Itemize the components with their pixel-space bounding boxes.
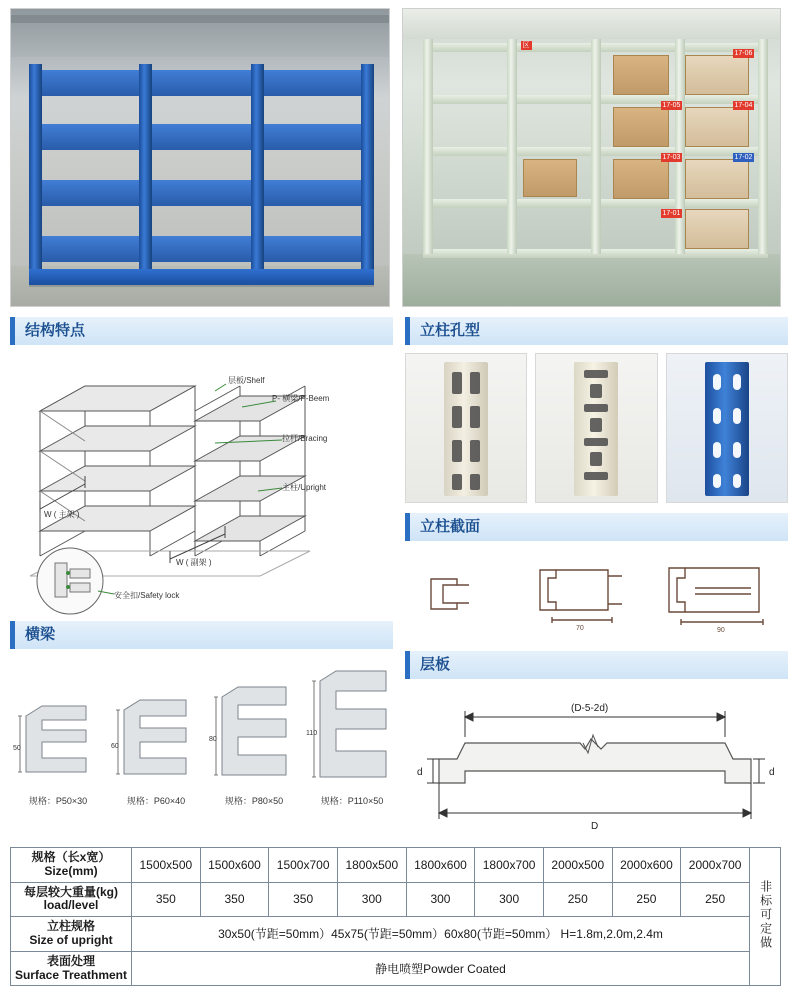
cell-size-7: 2000x500 bbox=[543, 848, 612, 883]
blue-rack-illustration bbox=[29, 64, 374, 279]
beam-item bbox=[208, 673, 300, 807]
section-title-beam: 横梁 bbox=[10, 621, 393, 649]
row-header-surface: 表面处理 Surface Treathment bbox=[11, 951, 132, 986]
diagram-label-shelf: 层板/Shelf bbox=[228, 376, 265, 385]
profile-dim-2: 90 bbox=[716, 627, 725, 634]
hole-sample-3 bbox=[666, 353, 788, 503]
shelf-tag: 17-06 bbox=[734, 50, 753, 57]
upright-blue bbox=[705, 362, 749, 496]
section-title-upright-section: 立柱截面 bbox=[405, 513, 788, 541]
shelf-panel-drawing bbox=[405, 687, 788, 837]
panel-top-dim: (D-5-2d) bbox=[571, 703, 609, 714]
cell-load-1: 350 bbox=[132, 882, 201, 917]
shelf-tag: 17-03 bbox=[662, 154, 681, 161]
diagram-label-bracing: 拉杆/Bracing bbox=[282, 434, 328, 443]
cell-size-4: 1800x500 bbox=[337, 848, 406, 883]
row-header-load: 每层较大重量(kg) load/level bbox=[11, 882, 132, 917]
beam-item bbox=[110, 680, 202, 807]
shelf-tag: 17-02 bbox=[734, 154, 753, 161]
cell-load-2: 350 bbox=[200, 882, 269, 917]
right-column bbox=[405, 317, 788, 837]
side-note: 非标可定做 bbox=[750, 848, 781, 986]
beam-spec-label: 规格：P110×50 bbox=[320, 796, 384, 806]
beam-spec-label: 规格：P80×50 bbox=[224, 796, 284, 806]
upright-section-gallery bbox=[405, 549, 788, 639]
cell-surface-treatment: 静电喷塑Powder Coated bbox=[132, 951, 750, 986]
section-title-hole-type: 立柱孔型 bbox=[405, 317, 788, 345]
svg-text:50: 50 bbox=[13, 745, 21, 752]
cell-size-3: 1500x700 bbox=[269, 848, 338, 883]
shelf-panel-svg bbox=[405, 687, 788, 837]
aisle-tag: 区 bbox=[522, 42, 530, 49]
beam-item bbox=[306, 667, 398, 807]
beam-profile-p60x40 bbox=[110, 680, 202, 785]
spec-table bbox=[10, 847, 781, 986]
svg-text:110: 110 bbox=[306, 730, 318, 737]
green-rack-illustration bbox=[423, 39, 768, 254]
shelf-tag: 17-05 bbox=[662, 102, 681, 109]
shelf-tag: 17-01 bbox=[662, 210, 681, 217]
section-title-structure: 结构特点 bbox=[10, 317, 393, 345]
upright-cream-1 bbox=[444, 362, 488, 496]
beam-spec-label: 规格：P60×40 bbox=[126, 796, 186, 806]
content-columns bbox=[0, 307, 791, 837]
upright-cream-2 bbox=[574, 362, 618, 496]
row-header-upright: 立柱规格 Size of upright bbox=[11, 917, 132, 952]
upright-section-profile-1 bbox=[409, 559, 509, 629]
table-row-upright bbox=[11, 917, 781, 952]
cell-size-6: 1800x700 bbox=[475, 848, 544, 883]
shelf-tag: 17-04 bbox=[734, 102, 753, 109]
beam-item bbox=[12, 680, 104, 807]
diagram-label-beam: P- 横梁/P-Beem bbox=[272, 394, 330, 403]
left-column bbox=[10, 317, 393, 837]
beam-spec-label: 规格：P50×30 bbox=[28, 796, 88, 806]
beam-gallery bbox=[10, 657, 393, 807]
table-row-size bbox=[11, 848, 781, 883]
profile-dim-1: 70 bbox=[575, 625, 584, 632]
cell-size-5: 1800x600 bbox=[406, 848, 475, 883]
hole-sample-2 bbox=[535, 353, 657, 503]
cell-upright-spec: 30x50(节距=50mm）45x75(节距=50mm）60x80(节距=50mm） H=1.8m,2.0m,2.4m bbox=[132, 917, 750, 952]
photo-blue-shelving bbox=[10, 8, 390, 307]
table-row-load bbox=[11, 882, 781, 917]
upright-section-profile-3 bbox=[655, 554, 785, 634]
row-header-size: 规格（长x宽） Size(mm) bbox=[11, 848, 132, 883]
upright-section-profile-2 bbox=[522, 554, 642, 634]
beam-profile-p50x30 bbox=[12, 680, 104, 785]
spec-table-wrap bbox=[0, 837, 791, 986]
ceiling-beam bbox=[11, 15, 390, 23]
diagram-label-upright: 主柱/Upright bbox=[282, 483, 327, 492]
panel-bottom-dim: D bbox=[591, 821, 599, 832]
structure-diagram-svg bbox=[10, 351, 393, 621]
diagram-label-main-frame-width: W ( 主架 ) bbox=[44, 510, 80, 519]
floor bbox=[403, 254, 782, 306]
table-row-surface bbox=[11, 951, 781, 986]
upright-hole-gallery bbox=[405, 353, 788, 503]
cell-load-9: 250 bbox=[681, 882, 750, 917]
beam-profile-p110x50 bbox=[306, 667, 398, 785]
cell-load-5: 300 bbox=[406, 882, 475, 917]
hole-sample-1 bbox=[405, 353, 527, 503]
cell-load-8: 250 bbox=[612, 882, 681, 917]
diagram-label-addon-frame-width: W ( 副架 ) bbox=[176, 558, 212, 567]
section-title-shelf-panel: 层板 bbox=[405, 651, 788, 679]
svg-text:60: 60 bbox=[111, 743, 119, 750]
diagram-label-safety-lock: 安全扣/Safety lock bbox=[114, 591, 180, 600]
cell-load-4: 300 bbox=[337, 882, 406, 917]
panel-left-dim: d bbox=[417, 767, 423, 778]
cell-size-8: 2000x600 bbox=[612, 848, 681, 883]
photo-row bbox=[0, 0, 791, 307]
structure-diagram bbox=[10, 351, 393, 621]
cell-size-1: 1500x500 bbox=[132, 848, 201, 883]
cell-load-3: 350 bbox=[269, 882, 338, 917]
panel-right-dim: d bbox=[769, 767, 775, 778]
cell-load-7: 250 bbox=[543, 882, 612, 917]
cell-load-6: 300 bbox=[475, 882, 544, 917]
svg-text:80: 80 bbox=[209, 736, 217, 743]
photo-green-shelving bbox=[402, 8, 782, 307]
beam-profile-p80x50 bbox=[208, 673, 300, 785]
cell-size-9: 2000x700 bbox=[681, 848, 750, 883]
ceiling bbox=[403, 9, 782, 39]
cell-size-2: 1500x600 bbox=[200, 848, 269, 883]
